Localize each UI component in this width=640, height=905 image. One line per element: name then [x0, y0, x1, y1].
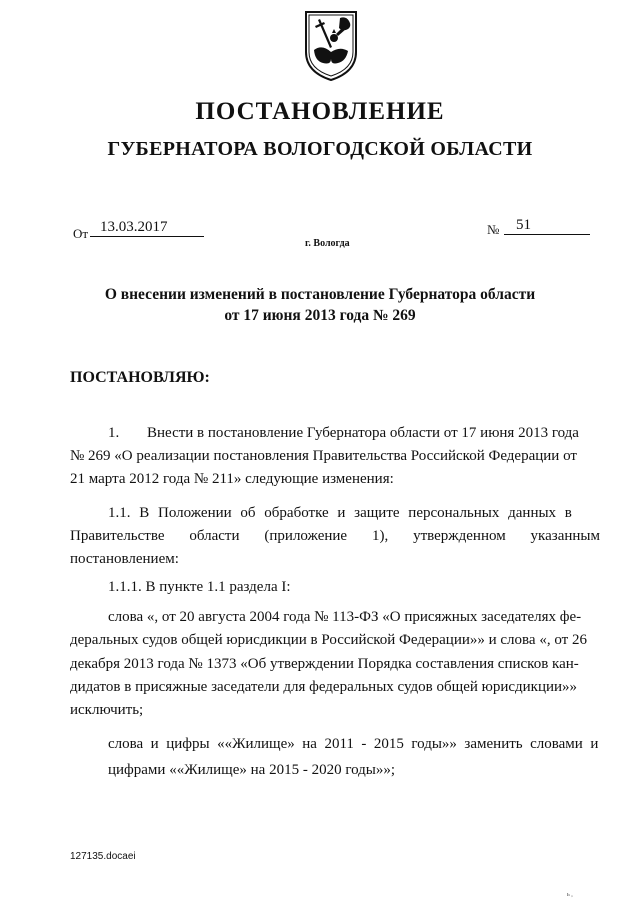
subject-line-2: от 17 июня 2013 года № 269 [224, 307, 416, 324]
p4-line-4: дидатов в присяжные заседатели для федеральных судов общей юрисдикции»» [70, 679, 578, 695]
p5-line-2: цифрами ««Жилище» на 2015 - 2020 годы»»; [108, 762, 396, 778]
subject-line-1: О внесении изменений в постановление Губернатора области [104, 286, 536, 303]
number-value: 51 [504, 217, 590, 235]
document-title: ПОСТАНОВЛЕНИЕ [195, 98, 445, 125]
word: (приложение [264, 528, 348, 544]
decree-heading: ПОСТАНОВЛЯЮ: [70, 369, 210, 386]
file-name: 127135.docaei [70, 851, 136, 862]
word: Правительстве [70, 528, 165, 544]
p4-line-5: исключить; [70, 702, 144, 718]
p3-line: 1.1.1. В пункте 1.1 раздела I: [108, 579, 291, 595]
p2-line-2 [70, 527, 600, 545]
word: 1), [371, 528, 389, 544]
date-label: От [73, 226, 89, 241]
p4-line-2: деральных судов общей юрисдикции в Российской Федерации»» и слова «, от 26 [70, 632, 587, 648]
p1-line-1: Внести в постановление Губернатора области от 17 июня 2013 года [147, 425, 579, 441]
page-mark: ь , [567, 892, 573, 898]
p5-line-1: слова и цифры ««Жилище» на 2011 - 2015 годы»» заменить словами и [108, 736, 599, 752]
word: утвержденном [413, 528, 506, 544]
document-subject [0, 284, 640, 326]
p1-line-3: 21 марта 2012 года № 211» следующие изменения: [70, 471, 394, 487]
p4-line-3: декабря 2013 года № 1373 «Об утверждении Порядка составления списков кан- [70, 656, 579, 672]
city-label: г. Вологда [305, 238, 350, 249]
document-subtitle: ГУБЕРНАТОРА ВОЛОГОДСКОЙ ОБЛАСТИ [107, 138, 533, 160]
coat-of-arms-icon [300, 8, 362, 84]
p1-line-2: № 269 «О реализации постановления Правительства Российской Федерации от [70, 448, 577, 464]
date-value: 13.03.2017 [90, 219, 204, 237]
p4-line-1: слова «, от 20 августа 2004 года № 113-ФЗ «О присяжных заседателях фе- [108, 609, 582, 625]
word: области [189, 528, 240, 544]
p2-line-3: постановлением: [70, 551, 179, 567]
p2-line-1: 1.1. В Положении об обработке и защите персональных данных в [108, 505, 572, 521]
word: указанным [530, 528, 600, 544]
p1-number: 1. [108, 425, 120, 441]
number-label: № [487, 222, 500, 237]
